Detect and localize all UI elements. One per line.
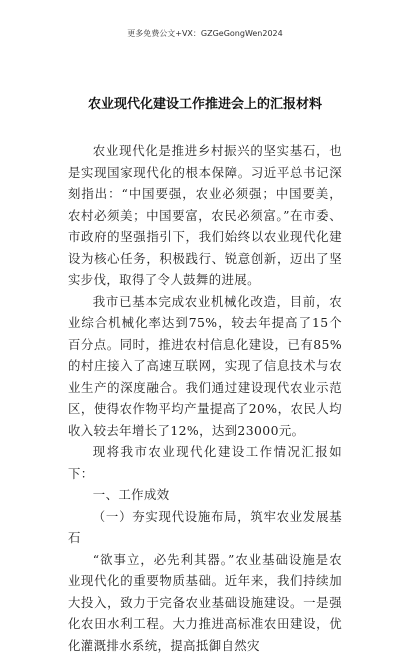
document-title: 农业现代化建设工作推进会上的汇报材料 [0, 97, 410, 113]
paragraph-infrastructure: “欲事立，必先利其器。”农业基础设施是农业现代化的重要物质基础。近年来，我们持续加大投入，致力于完备农业基础设施建设。一是强化农田水利工程。大力推进高标准农田建设，优化灌溉排水系统，提高抵御自然灾 [68, 549, 342, 656]
paragraph-report-lead: 现将我市农业现代化建设工作情况汇报如下： [68, 441, 342, 484]
header-note: 更多免费公文+VX：GZGeGongWen2024 [0, 29, 410, 39]
section-heading: 一、工作成效 [68, 484, 342, 506]
paragraph-intro: 农业现代化是推进乡村振兴的坚实基石，也是实现国家现代化的根本保障。习近平总书记深刻指出：“中国要强，农业必须强；中国要美，农村必须美；中国要富，农民必须富。”在市委、市政府的坚强指引下，我们始终以农业现代化建设为核心任务，积极践行、锐意创新，迈出了坚实步伐，取得了令人鼓舞的进展。 [68, 140, 342, 291]
document-body [68, 140, 342, 656]
subsection-heading: （一）夯实现代设施布局，筑牢农业发展基石 [68, 506, 342, 549]
paragraph-achievements: 我市已基本完成农业机械化改造，目前，农业综合机械化率达到75%，较去年提高了15个百分点。同时，推进农村信息化建设，已有85%的村庄接入了高速互联网，实现了信息技术与农业生产的深度融合。我们通过建设现代农业示范区，使得农作物平均产量提高了20%，农民人均收入较去年增长了12%，达到23000元。 [68, 291, 342, 442]
